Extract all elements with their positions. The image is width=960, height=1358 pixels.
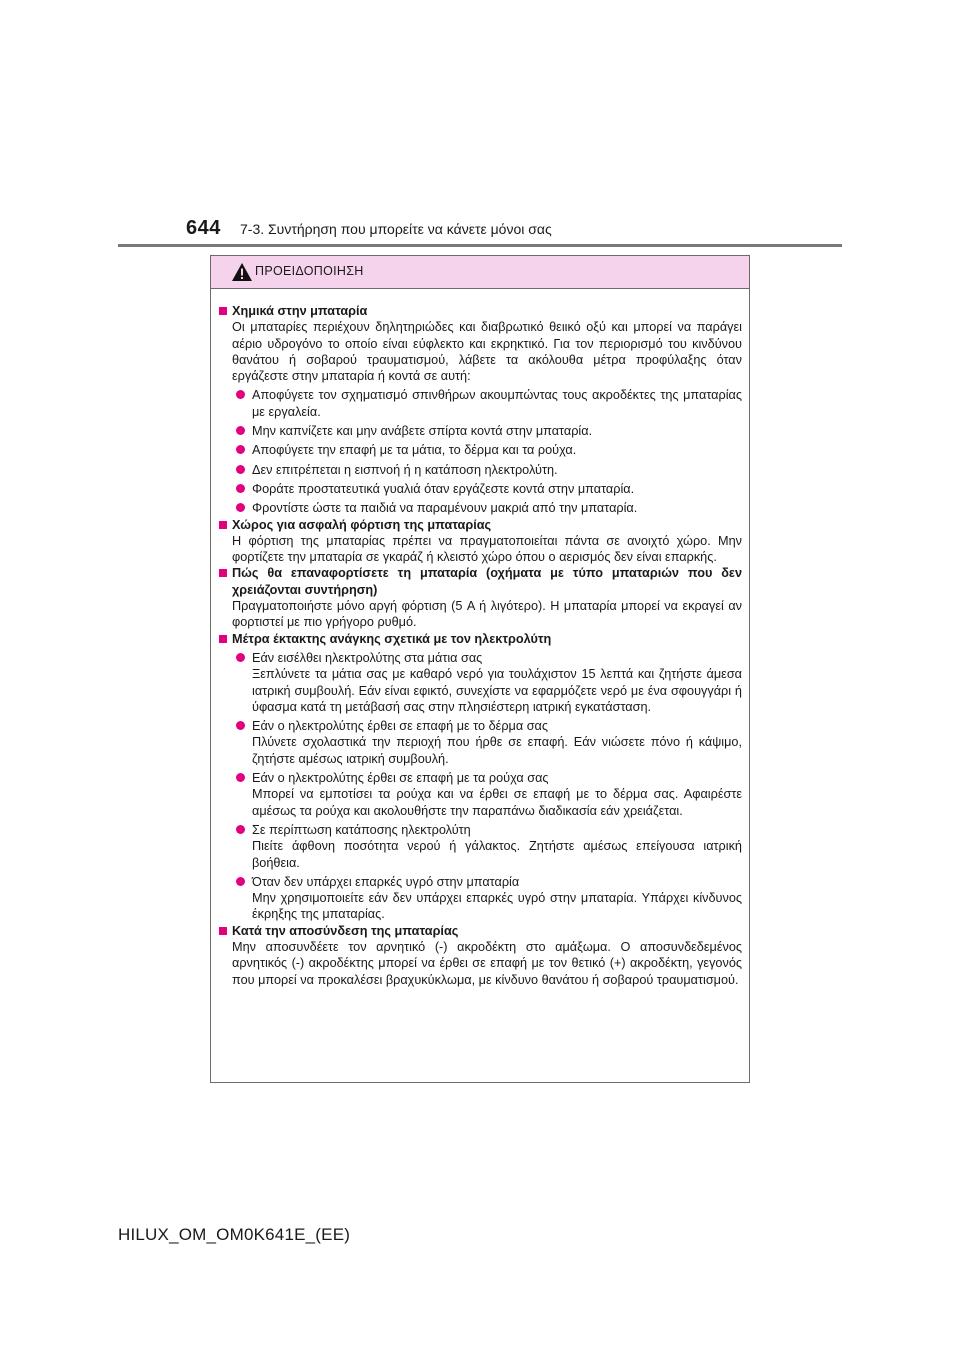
section-heading: Κατά την αποσύνδεση της μπαταρίας bbox=[232, 923, 459, 938]
bullet-title: Εάν ο ηλεκτρολύτης έρθει σε επαφή με τα ρούχα σας bbox=[252, 771, 549, 786]
square-bullet-icon bbox=[219, 569, 227, 577]
bullet-item bbox=[235, 500, 742, 516]
round-bullet-icon bbox=[236, 503, 245, 512]
section-heading: Χημικά στην μπαταρία bbox=[232, 304, 368, 318]
warning-section bbox=[218, 631, 742, 923]
square-bullet-icon bbox=[219, 307, 227, 315]
section-heading: Χώρος για ασφαλή φόρτιση της μπαταρίας bbox=[232, 517, 492, 532]
bullet-item bbox=[235, 874, 742, 923]
bullet-text: Δεν επιτρέπεται η εισπνοή ή η κατάποση ηλεκτρολύτη. bbox=[252, 462, 558, 477]
bullet-text: Φροντίστε ώστε τα παιδιά να παραμένουν μακριά από την μπαταρία. bbox=[252, 501, 638, 516]
bullet-item bbox=[235, 822, 742, 871]
warning-box bbox=[210, 255, 750, 1083]
section-body: Μην αποσυνδέετε τον αρνητικό (-) ακροδέκτη στο αμάξωμα. Ο αποσυνδεδεμένος αρνητικός (-) ακροδέκτης μπορεί να έρθει σε επαφή με τον θετικό (+) ακροδέκτη, γεγονός που μπορεί να προκαλέσει βραχυκύκλωμα, με κίνδυνο θανάτου ή σοβαρού τραυματισμού. bbox=[232, 939, 742, 987]
page-header bbox=[0, 0, 960, 250]
warning-section bbox=[218, 565, 742, 630]
section-body: Πραγματοποιήστε μόνο αργή φόρτιση (5 A ή λιγότερο). Η μπαταρία μπορεί να εκραγεί αν φορτιστεί με πιο γρήγορο ρυθμό. bbox=[232, 599, 742, 630]
square-bullet-icon bbox=[219, 521, 227, 529]
round-bullet-icon bbox=[236, 825, 245, 834]
bullet-title: Όταν δεν υπάρχει επαρκές υγρό στην μπαταρία bbox=[252, 874, 520, 889]
warning-section bbox=[218, 517, 742, 566]
bullet-item bbox=[235, 423, 742, 439]
bullet-text: Ξεπλύνετε τα μάτια σας με καθαρό νερό για τουλάχιστον 15 λεπτά και ζητήστε άμεσα ιατρική συμβουλή. Εάν είναι εφικτό, συνεχίστε να εφαρμόζετε νερό με ένα σφουγγάρι ή ύφασμα κατά τη μετάβασή σας στην πλησιέστερη ιατρική εγκατάσταση. bbox=[252, 667, 742, 714]
bullet-text: Μην καπνίζετε και μην ανάβετε σπίρτα κοντά στην μπαταρία. bbox=[252, 424, 593, 439]
round-bullet-icon bbox=[236, 465, 245, 474]
round-bullet-icon bbox=[236, 653, 245, 662]
round-bullet-icon bbox=[236, 390, 245, 399]
bullet-item bbox=[235, 462, 742, 478]
bullet-text: Αποφύγετε την επαφή με τα μάτια, το δέρμα και τα ρούχα. bbox=[252, 443, 577, 458]
square-bullet-icon bbox=[219, 635, 227, 643]
section-body: Η φόρτιση της μπαταρίας πρέπει να πραγματοποιείται πάντα σε ανοιχτό χώρο. Μην φορτίζετε την μπαταρία σε γκαράζ ή κλειστό χώρο όπου ο αερισμός δεν είναι επαρκής. bbox=[232, 533, 742, 565]
warning-section bbox=[218, 303, 742, 517]
manual-code: HILUX_OM_OM0K641E_(EE) bbox=[118, 1225, 351, 1244]
round-bullet-icon bbox=[236, 877, 245, 886]
bullet-item bbox=[235, 770, 742, 819]
warning-label: ΠΡΟΕΙΔΟΠΟΙΗΣΗ bbox=[255, 264, 364, 278]
round-bullet-icon bbox=[236, 773, 245, 782]
round-bullet-icon bbox=[236, 426, 245, 435]
header-rule bbox=[118, 244, 842, 247]
bullet-item bbox=[235, 442, 742, 458]
bullet-text: Φοράτε προστατευτικά γυαλιά όταν εργάζεστε κοντά στην μπαταρία. bbox=[252, 481, 635, 496]
bullet-item bbox=[235, 481, 742, 497]
warning-triangle-icon bbox=[231, 262, 253, 282]
bullet-text: Αποφύγετε τον σχηματισμό σπινθήρων ακουμπώντας τους ακροδέκτες της μπαταρίας με εργαλεία. bbox=[252, 388, 742, 419]
round-bullet-icon bbox=[236, 484, 245, 493]
warning-header bbox=[211, 256, 749, 289]
page-number: 644 bbox=[186, 217, 221, 239]
square-bullet-icon bbox=[219, 927, 227, 935]
bullet-title: Εάν εισέλθει ηλεκτρολύτης στα μάτια σας bbox=[252, 650, 483, 665]
bullet-text: Μην χρησιμοποιείτε εάν δεν υπάρχει επαρκές υγρό στην μπαταρία. Υπάρχει κίνδυνος έκρηξης της μπαταρίας. bbox=[252, 891, 742, 922]
bullet-item bbox=[235, 387, 742, 420]
bullet-text: Πλύνετε σχολαστικά την περιοχή που ήρθε σε επαφή. Εάν νιώσετε πόνο ή κάψιμο, ζητήστε αμέσως ιατρική συμβουλή. bbox=[252, 735, 742, 766]
bullet-item bbox=[235, 718, 742, 767]
section-body: Οι μπαταρίες περιέχουν δηλητηριώδες και διαβρωτικό θειικό οξύ και μπορεί να παράγει αέριο υδρογόνο το οποίο είναι εύφλεκτο και εκρηκτικό. Για τον περιορισμό του κινδύνου θανάτου ή σοβαρού τραυματισμού, λάβετε τα ακόλουθα μέτρα προφύλαξης όταν εργάζεστε στην μπαταρία ή κοντά σε αυτή: bbox=[232, 320, 742, 384]
section-heading: Μέτρα έκτακτης ανάγκης σχετικά με τον ηλεκτρολύτη bbox=[232, 631, 552, 646]
round-bullet-icon bbox=[236, 445, 245, 454]
section-title: 7-3. Συντήρηση που μπορείτε να κάνετε μόνοι σας bbox=[240, 221, 552, 237]
warning-section bbox=[218, 923, 742, 988]
section-heading: Πώς θα επαναφορτίσετε τη μπαταρία (οχήματα με τύπο μπαταριών που δεν χρειάζονται συντήρηση) bbox=[232, 566, 742, 597]
bullet-text: Μπορεί να εμποτίσει τα ρούχα και να έρθει σε επαφή με το δέρμα σας. Αφαιρέστε αμέσως τα ρούχα και ακολουθήστε την παραπάνω διαδικασία εάν χρειάζεται. bbox=[252, 787, 742, 818]
bullet-item bbox=[235, 650, 742, 715]
bullet-title: Σε περίπτωση κατάποσης ηλεκτρολύτη bbox=[252, 822, 471, 837]
bullet-title: Εάν ο ηλεκτρολύτης έρθει σε επαφή με το δέρμα σας bbox=[252, 719, 548, 734]
round-bullet-icon bbox=[236, 721, 245, 730]
warning-content bbox=[211, 289, 749, 988]
bullet-text: Πιείτε άφθονη ποσότητα νερού ή γάλακτος. Ζητήστε αμέσως επείγουσα ιατρική βοήθεια. bbox=[252, 839, 742, 870]
